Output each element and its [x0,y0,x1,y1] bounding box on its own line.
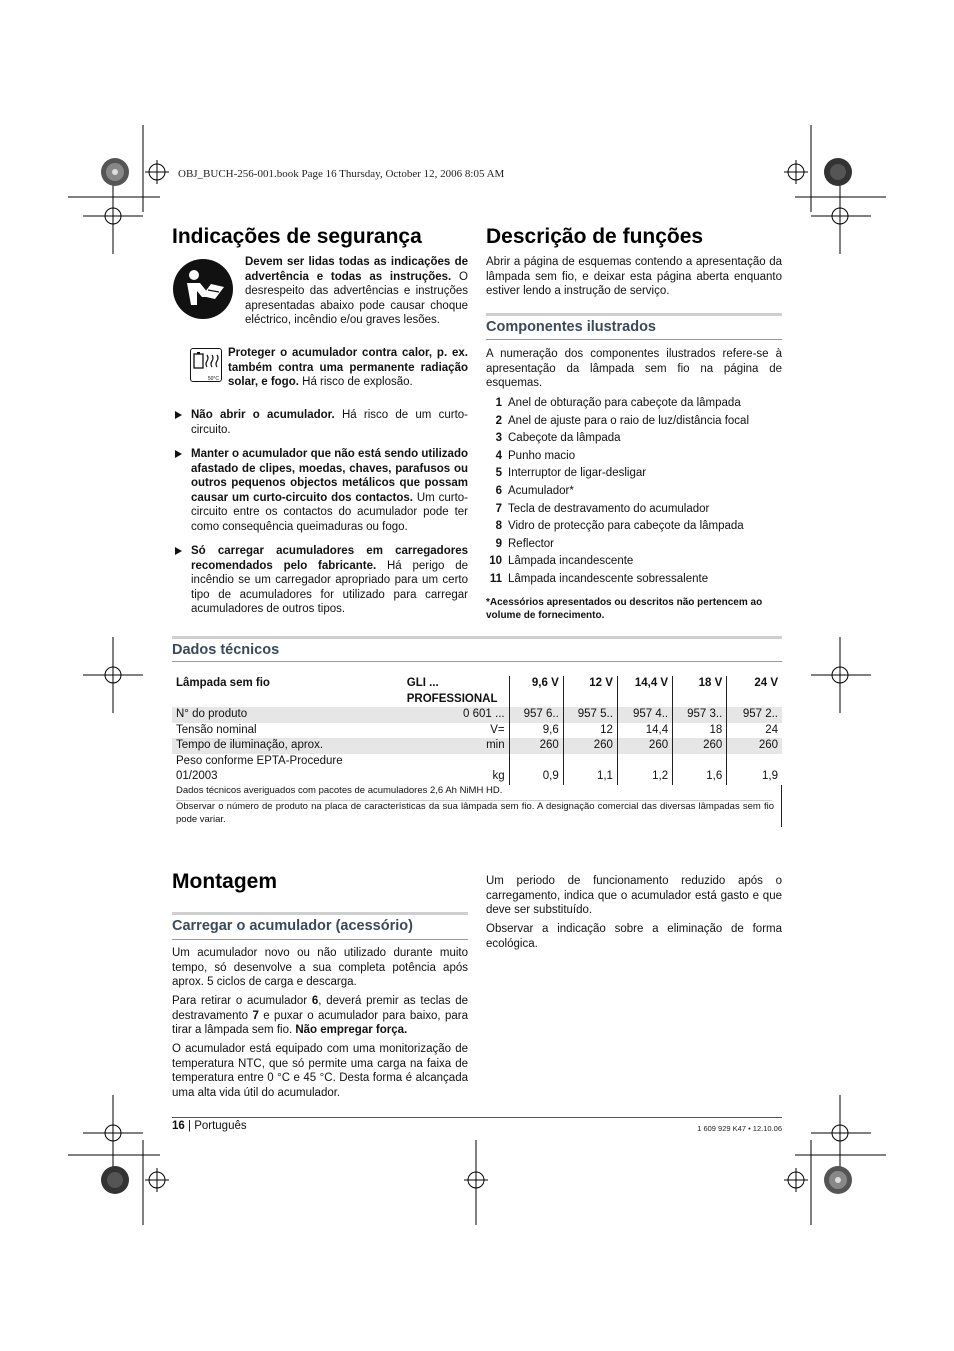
column-header: 18 V [673,676,727,707]
tech-note-border [781,785,782,827]
footer-language: Português [194,1120,247,1132]
battery-heat-icon [190,348,222,382]
item-label: Anel de ajuste para o raio de luz/distância focal [508,414,750,427]
header-model [403,676,509,707]
file-header: OBJ_BUCH-256-001.book Page 16 Thursday, October 12, 2006 8:05 AM [178,168,505,180]
list-item [486,465,782,483]
item-label: Interruptor de ligar-desligar [508,467,647,480]
tech-underline [172,661,782,662]
montagem-title: Montagem [172,870,277,893]
tech-table [172,676,782,785]
item-number: 6 [495,484,502,497]
footer-rule [172,1117,782,1118]
header-model-line2: PROFESSIONAL [406,692,498,705]
bullet-text: Um curto-circuito entre os contactos do acumulador pode ter como consequência queimaduras ou fogo. [191,491,468,533]
read-manual-icon [172,258,234,320]
montagem-p1: Um acumulador novo ou não utilizado durante muito tempo, só desenvolve a sua completa potência após aprox. 5 ciclos de carga e descarga. [172,947,468,988]
battery-heat-label: 50°C [207,376,219,382]
row-label: N° do produto [172,707,403,723]
bullet-text: Há risco de um curto-circuito. [191,409,468,436]
item-label: Vidro de protecção para cabeçote da lâmpada [508,520,744,533]
item-label: Tecla de destravamento do acumulador [508,502,710,515]
functions-title: Descrição de funções [486,225,704,248]
table-row [172,754,782,785]
table-cell: 260 [727,738,782,754]
montagem-rule [172,912,468,915]
footer-separator: | [184,1120,195,1132]
table-header-row [172,676,782,707]
item-number: 4 [495,449,502,462]
item-number: 2 [495,414,502,427]
bullet-item [172,408,468,437]
tech-note-1: Dados técnicos averiguados com pacotes de acumuladores 2,6 Ah NiMH HD. [176,785,772,801]
column-header: 14,4 V [617,676,672,707]
bullet-bold: Não abrir o acumulador. [191,409,335,421]
safety-intro-bold: Devem ser lidas todas as indicações de advertência e todas as instruções. [245,256,468,283]
item-label: Lâmpada incandescente sobressalente [508,572,709,585]
page-number: 16 [172,1120,185,1132]
list-item [486,518,782,536]
table-row [172,723,782,739]
list-item [486,430,782,448]
item-number: 10 [489,555,502,568]
item-number: 1 [495,397,502,409]
table-cell: 1,9 [727,754,782,785]
heat-warning [228,346,468,390]
montagem-r1: Um periodo de funcionamento reduzido após o carregamento, indica que o acumulador está gasto e que deve ser substituído. [486,875,782,916]
row-label [172,754,403,785]
table-cell: 1,6 [673,754,727,785]
tech-title: Dados técnicos [172,642,280,658]
table-cell: 957 4.. [617,707,672,723]
p2-text: Para retirar o acumulador [172,995,312,1007]
bullet-bold: Só carregar acumuladores em carregadores recomendados pelo fabricante. [191,545,468,572]
components-underline [486,339,782,340]
montagem-p3: O acumulador está equipado com uma monitorização de temperatura NTC, que só permite uma carga na faixa de temperatura entre 0 °C e 45 °C. Desta forma é alcançada uma alta vida útil do acumulador. [172,1043,468,1099]
bullet-bold: Manter o acumulador que não está sendo utilizado afastado de clipes, moedas, chaves, parafusos ou outros pequenos objectos metálicos que possam causar um curto-circuito dos contactos. [191,448,468,504]
table-cell: 260 [673,738,727,754]
table-row [172,707,782,723]
list-item [486,395,782,413]
table-cell: 1,1 [563,754,617,785]
p2-text: , deverá premir as teclas de destravamento [172,995,468,1022]
list-item [486,413,782,431]
column-header: 24 V [727,676,782,707]
functions-intro: Abrir a página de esquemas contendo a apresentação da lâmpada sem fio, e deixar esta página aberta enquanto estiver lendo a instrução de serviço. [486,256,782,297]
p2-ref: 6 [311,995,319,1007]
bullet-triangle-icon [175,547,182,555]
bullet-triangle-icon [175,411,182,419]
item-number: 5 [495,467,502,480]
table-cell: 9,6 [509,723,563,739]
table-cell: 24 [727,723,782,739]
row-label: Tempo de iluminação, aprox. [172,738,403,754]
table-cell: 957 5.. [563,707,617,723]
list-item [486,483,782,501]
tech-rule [172,636,782,639]
footer-page [172,1120,247,1132]
row-label-line2: 01/2003 [176,770,218,782]
item-number: 7 [495,502,502,515]
table-cell: 14,4 [617,723,672,739]
safety-bullets [172,408,468,623]
table-cell: 260 [617,738,672,754]
list-item [486,536,782,554]
bullet-item [172,447,468,534]
components-title: Componentes ilustrados [486,319,656,335]
components-list [486,395,782,589]
components-rule [486,313,782,316]
item-number: 9 [495,537,502,550]
battery-heat-glyph [191,349,221,371]
list-item [486,553,782,571]
item-label: Lâmpada incandescente [508,555,634,568]
montagem-r2: Observar a indicação sobre a eliminação de forma ecológica. [486,923,782,950]
bullet-triangle-icon [175,450,182,458]
item-label: Acumulador* [508,484,574,497]
table-cell: 957 2.. [727,707,782,723]
row-unit: V= [490,723,505,736]
item-label: Cabeçote da lâmpada [508,432,621,445]
list-item [486,448,782,466]
item-number: 11 [489,572,502,585]
bullet-text: Há perigo de incêndio se um carregador apropriado para um certo tipo de acumuladores for utilizado para carregar acumuladores de outros tipos. [191,559,468,615]
table-cell: 0,9 [509,754,563,785]
components-intro: A numeração dos componentes ilustrados refere-se à apresentação da lâmpada sem fio na página de esquemas. [486,348,782,389]
row-label-line1: Peso conforme EPTA-Procedure [176,754,343,767]
table-cell: 260 [509,738,563,754]
table-cell: 18 [673,723,727,739]
p2-text: e puxar o acumulador para baixo, para tirar a lâmpada sem fio. [172,1009,469,1036]
list-item [486,571,782,589]
heat-warning-bold: Proteger o acumulador contra calor, p. ex. também contra uma permanente radiação solar, e fogo. [228,347,468,388]
list-item [486,501,782,519]
header-model-line1: GLI ... [406,677,439,689]
item-label: Anel de obturação para cabeçote da lâmpada [508,397,741,409]
bullet-item [172,544,468,617]
row-unit: 0 601 ... [403,707,509,723]
row-unit: min [403,738,509,754]
table-cell: 957 3.. [673,707,727,723]
table-cell: 957 6.. [509,707,563,723]
accessory-note: *Acessórios apresentados ou descritos não pertencem ao volume de fornecimento. [486,597,763,621]
item-label: Reflector [508,537,555,550]
row-label: Tensão nominal [176,723,257,736]
column-header: 12 V [563,676,617,707]
table-row [172,738,782,754]
heat-warning-text: Há risco de explosão. [302,376,413,388]
item-number: 8 [495,520,502,533]
montagem-subtitle: Carregar o acumulador (acessório) [172,918,413,934]
table-cell: 1,2 [617,754,672,785]
p2-bold: Não empregar força. [295,1024,408,1036]
footer-code: 1 609 929 K47 • 12.10.06 [697,1124,782,1133]
table-cell: 260 [563,738,617,754]
montagem-p2 [172,994,468,1038]
column-header: 9,6 V [509,676,563,707]
table-cell: 12 [563,723,617,739]
row-unit: kg [492,770,505,782]
item-number: 3 [495,432,502,445]
safety-title: Indicações de segurança [172,225,422,248]
safety-intro [245,255,468,328]
header-label: Lâmpada sem fio [176,677,270,689]
safety-intro-text: O desrespeito das advertências e instruções apresentadas abaixo pode causar choque eléctrico, incêndio e/ou graves lesões. [245,270,468,326]
p2-ref: 7 [252,1009,259,1022]
montagem-underline [172,939,468,940]
item-label: Punho macio [508,449,576,462]
tech-note-2: Observar o número de produto na placa de características da sua lâmpada sem fio. A designação comercial das diversas lâmpadas sem fio pode variar. [176,801,774,825]
